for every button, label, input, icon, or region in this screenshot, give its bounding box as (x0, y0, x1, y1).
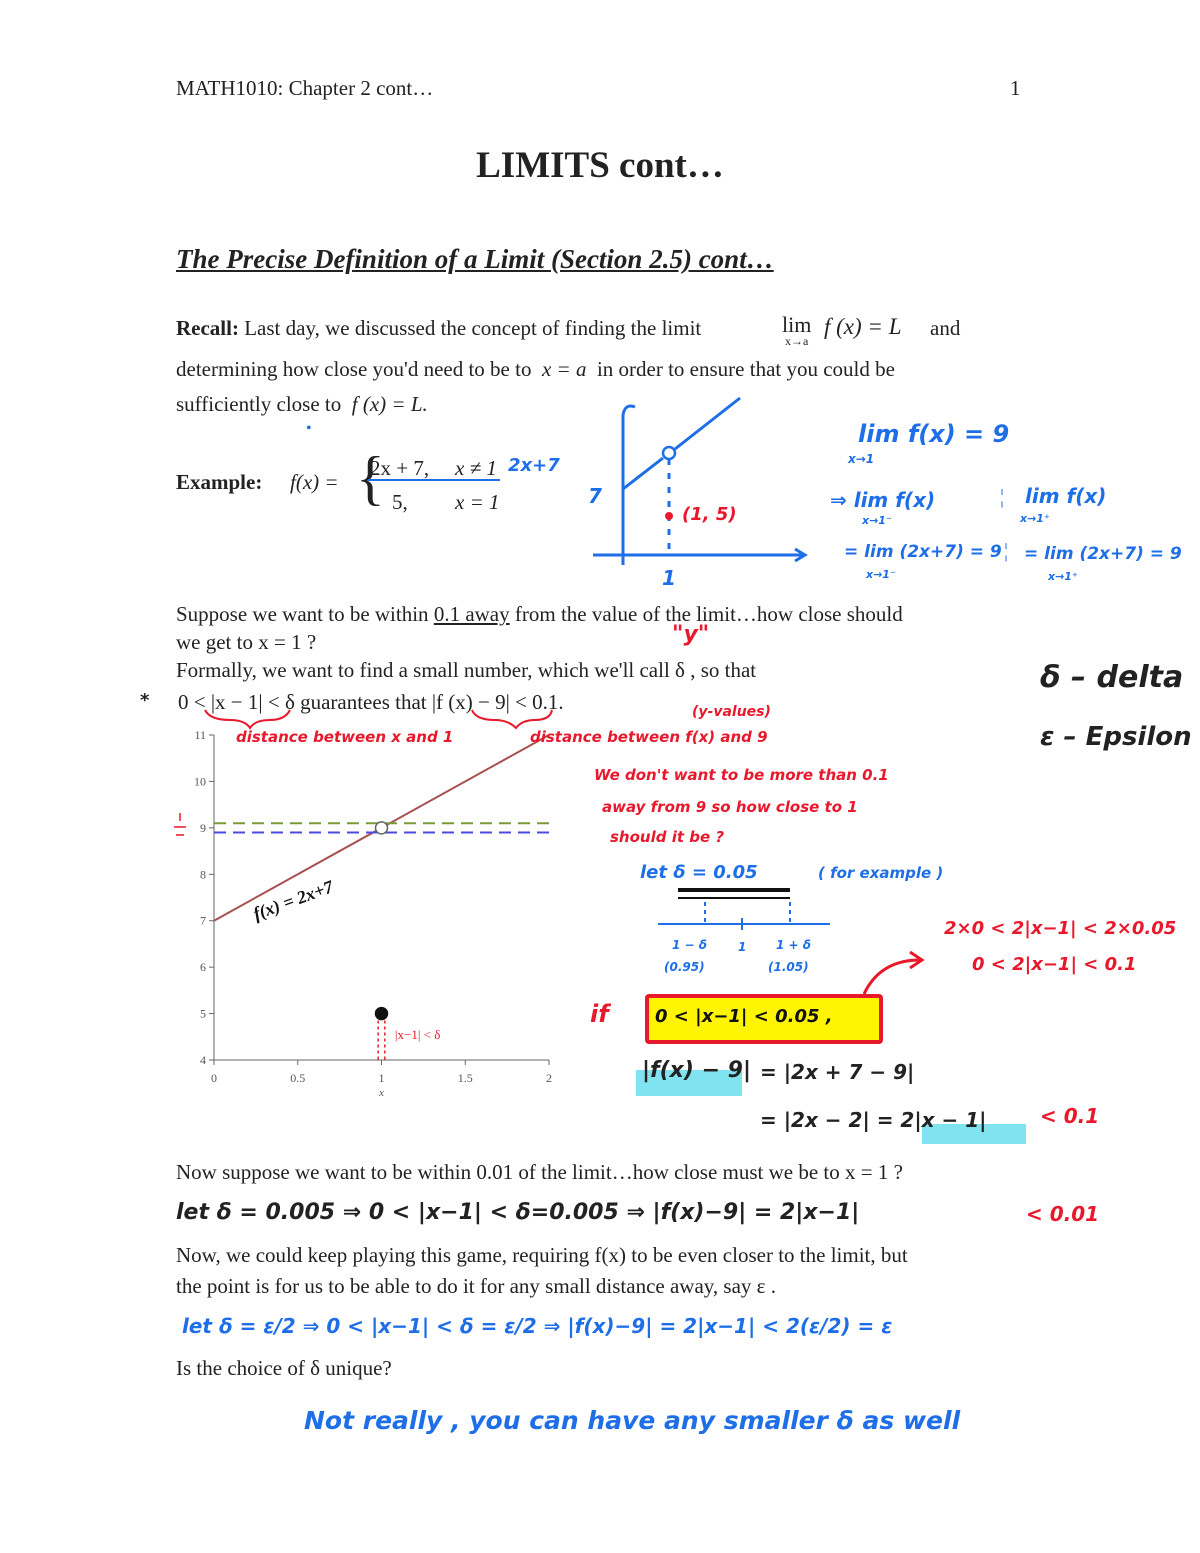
boxed-condition (645, 994, 883, 1044)
star-mark: * (140, 690, 150, 711)
note-left-eval-sub: x→1⁻ (866, 568, 896, 581)
suppose-line-2: we get to x = 1 ? (176, 630, 317, 654)
recall-line-1 (176, 316, 701, 341)
example-case2-expr: 5, (392, 490, 408, 514)
part2-answer: Not really , you can have any smaller δ as well (304, 1406, 961, 1435)
plot-y-tick-label: 8 (200, 867, 206, 882)
part2-para-1: Now, we could keep playing this game, requiring f(x) to be even closer to the limit, but (176, 1243, 908, 1267)
recall-and: and (930, 316, 961, 340)
note-right-sub: x→1⁺ (1020, 512, 1050, 525)
example-case1-cond: x ≠ 1 (455, 456, 497, 480)
plot-y-tick-label: 11 (194, 728, 206, 742)
delta-note: δ – delta (1040, 660, 1184, 695)
annot-arrow (860, 950, 930, 1000)
annot-q1: We don't want to be more than 0.1 (594, 766, 889, 784)
example-note: 2x+7 (508, 455, 560, 476)
example-underline (360, 470, 510, 490)
sketch-point-label: (1, 5) (682, 504, 737, 525)
plot-dx-note: |x−1| < δ (394, 1027, 441, 1043)
recall-line-2: determining how close you'd need to be to x = a in order to ensure that you could be (176, 357, 895, 381)
part2-question: Now suppose we want to be within 0.01 of the limit…how close must we be to x = 1 ? (176, 1160, 903, 1184)
sketch-line-left (623, 458, 663, 489)
sketch-graph (585, 395, 815, 595)
sketch-y-arrow (623, 406, 635, 415)
note-left-eval: = lim (2x+7) = 9 (844, 542, 1002, 562)
note-lim-main-sub: x→1 (848, 452, 875, 466)
example-case1-expr: 2x + 7, (370, 456, 430, 480)
step2: = |2x − 2| = 2|x − 1| (760, 1108, 987, 1132)
plot-x-tick-label: 1.5 (457, 1071, 473, 1085)
suppose-line-3: Formally, we want to find a small number, which we'll call δ , so that (176, 658, 757, 682)
step1-lhs: |f(x) − 9| (642, 1058, 752, 1083)
lim-notation (782, 312, 811, 349)
note-right-eval-sub: x→1⁺ (1048, 570, 1078, 583)
annot-dist-f: distance between f(x) and 9 (530, 728, 768, 746)
recall-text: Last day, we discussed the concept of finding the limit (238, 316, 702, 340)
note-left-sub: x→1⁻ (862, 514, 892, 527)
plot-y-tick-label: 5 (200, 1006, 206, 1021)
annot-if: if (590, 1000, 609, 1028)
lim-word: lim (782, 312, 812, 337)
sketch-point (665, 512, 673, 520)
annot-dist-x: distance between x and 1 (236, 728, 454, 746)
recall-line-3: sufficiently close to f (x) = L. (176, 392, 428, 416)
annot-q3: should it be ? (610, 828, 725, 846)
suppose-line-1: Suppose we want to be within 0.1 away from the value of the limit…how close should (176, 602, 903, 626)
annot-q2: away from 9 so how close to 1 (602, 798, 858, 816)
annot-let-delta: let δ = 0.05 (640, 862, 758, 883)
nl-left-top: 1 − δ (672, 938, 708, 952)
step2-end: < 0.1 (1040, 1104, 1100, 1128)
step1-rhs: = |2x + 7 − 9| (760, 1060, 915, 1084)
course-header: MATH1010: Chapter 2 cont… (176, 76, 434, 100)
note-left-lim: ⇒ lim f(x) (830, 488, 936, 512)
plot-y-tick-label: 4 (200, 1053, 206, 1067)
limit-plot (160, 715, 580, 1105)
section-heading: The Precise Definition of a Limit (Section 2.5) cont… (176, 244, 774, 274)
plot-x-tick-label: 0 (211, 1071, 217, 1085)
nl-mid: 1 (738, 940, 747, 954)
plot-fx-note: f(x) = 2x+7 (250, 876, 336, 924)
lim-subscript: x→a (785, 334, 809, 348)
stray-mark: • (306, 420, 312, 437)
note-right-eval: = lim (2x+7) = 9 (1024, 544, 1182, 564)
plot-point-filled (376, 1008, 388, 1020)
recall-label: Recall: (176, 316, 239, 340)
sketch-y-label: 7 (588, 484, 602, 508)
plot-y-margin-marks (174, 813, 186, 835)
plot-point-hole (376, 822, 388, 834)
annot-for-example: ( for example ) (818, 864, 944, 882)
sketch-x-label: 1 (662, 566, 676, 590)
y-note: "y" (672, 622, 710, 647)
plot-y-tick-label: 10 (194, 774, 206, 789)
sketch-line-right (675, 398, 740, 449)
nl-left-bot: (0.95) (664, 960, 705, 974)
example-case2-cond: x = 1 (455, 490, 500, 514)
example-brace: { (356, 445, 385, 511)
plot-x-tick-label: 2 (546, 1071, 552, 1085)
plot-y-tick-label: 9 (200, 820, 206, 835)
plot-y-tick-label: 7 (200, 913, 206, 928)
page-title: LIMITS cont… (476, 145, 724, 186)
lim-expression: f (x) = L (824, 314, 902, 339)
nl-right-bot: (1.05) (768, 960, 809, 974)
boxed-text: 0 < |x−1| < 0.05 , (655, 1006, 833, 1027)
part2-hw-end: < 0.01 (1026, 1202, 1100, 1226)
page-number: 1 (1010, 76, 1021, 100)
example-label: Example: (176, 470, 263, 494)
annot-ineq1: 2×0 < 2|x−1| < 2×0.05 (944, 918, 1177, 939)
plot-x-tick-label: 1 (378, 1071, 385, 1085)
note-right-lim: lim f(x) (1025, 484, 1107, 508)
part2-unique-question: Is the choice of δ unique? (176, 1356, 392, 1380)
plot-x-tick-label: 0.5 (290, 1071, 306, 1085)
part2-eps-line: let δ = ε/2 ⇒ 0 < |x−1| < δ = ε/2 ⇒ |f(x)−9| = 2|x−1| < 2(ε/2) = ε (182, 1314, 893, 1338)
part2-para-2: the point is for us to be able to do it for any small distance away, say ε . (176, 1274, 776, 1298)
annot-number-line (650, 880, 850, 940)
part2-hw-line: let δ = 0.005 ⇒ 0 < |x−1| < δ=0.005 ⇒ |f(x)−9| = 2|x−1| (176, 1200, 860, 1225)
annot-ineq2: 0 < 2|x−1| < 0.1 (972, 954, 1137, 975)
plot-x-label: x (379, 1087, 384, 1099)
nl-right-top: 1 + δ (776, 938, 812, 952)
epsilon-note: ε – Epsilon (1040, 722, 1192, 752)
sketch-hole (663, 447, 675, 459)
note-lim-main: lim f(x) = 9 (858, 420, 1010, 448)
suppose-line-4: 0 < |x − 1| < δ guarantees that |f (x) − 9| < 0.1. (178, 690, 564, 714)
annot-y-values: (y-values) (692, 704, 771, 720)
plot-y-tick-label: 6 (200, 960, 206, 975)
example-fx: f(x) = (290, 470, 339, 494)
